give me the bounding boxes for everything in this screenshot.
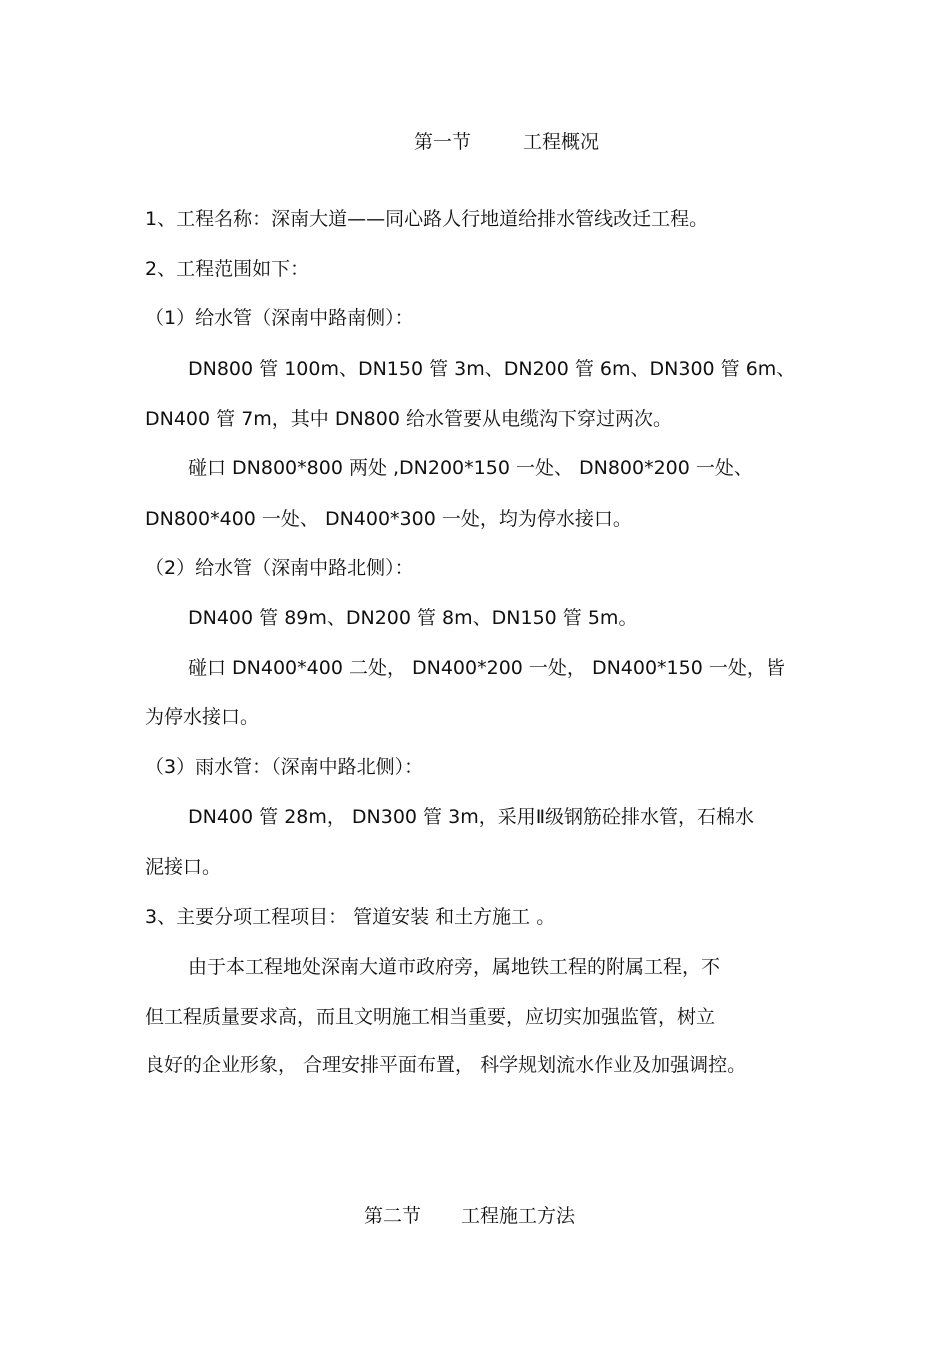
item-3: 3、主要分项工程项目： 管道安装 和土方施工 。: [145, 906, 556, 928]
paragraph-line2: 但工程质量要求高，而且文明施工相当重要，应切实加强监管，树立: [145, 1006, 716, 1028]
item-1: 1、工程名称：深南大道——同心路人行地道给排水管线改迁工程。: [145, 208, 709, 230]
section2-title: 工程施工方法: [461, 1205, 576, 1227]
section2-heading: [364, 1204, 575, 1228]
section1-heading: [414, 130, 599, 154]
sub2-pipes: DN400 管 89m、DN200 管 8m、DN150 管 5m。: [188, 607, 638, 629]
section1-title: 工程概况: [523, 131, 600, 153]
section2-label: 第二节: [364, 1205, 422, 1227]
sub2-joints-line2: 为停水接口。: [145, 706, 260, 728]
sub3-line1: DN400 管 28m， DN300 管 3m，采用Ⅱ级钢筋砼排水管，石棉水: [188, 806, 755, 828]
sub1-pipes-line2: DN400 管 7m，其中 DN800 给水管要从电缆沟下穿过两次。: [145, 408, 672, 430]
sub1-joints-line2: DN800*400 一处、 DN400*300 一处，均为停水接口。: [145, 508, 632, 530]
sub1-heading: （1）给水管（深南中路南侧）：: [145, 307, 414, 329]
sub3-heading: （3）雨水管：（深南中路北侧）：: [145, 756, 424, 778]
sub1-joints-line1: 碰口 DN800*800 两处 ,DN200*150 一处、 DN800*200 一处、: [188, 457, 753, 479]
item-2: 2、工程范围如下：: [145, 258, 310, 280]
sub2-heading: （2）给水管（深南中路北侧）：: [145, 557, 414, 579]
sub2-joints-line1: 碰口 DN400*400 二处， DN400*200 一处， DN400*150 一处，皆: [188, 657, 785, 679]
sub1-pipes-line1: DN800 管 100m、DN150 管 3m、DN200 管 6m、DN300 管 6m、: [188, 358, 796, 380]
paragraph-line3: 良好的企业形象， 合理安排平面布置， 科学规划流水作业及加强调控。: [145, 1054, 747, 1076]
section1-label: 第一节: [414, 131, 472, 153]
sub3-line2: 泥接口。: [145, 856, 222, 878]
paragraph-line1: 由于本工程地处深南大道市政府旁，属地铁工程的附属工程，不: [188, 956, 721, 978]
